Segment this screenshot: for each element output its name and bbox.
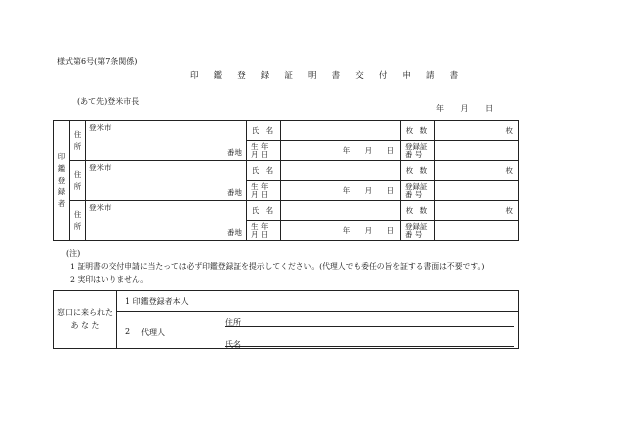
- addressee: (あて先)登米市長: [77, 97, 140, 106]
- address-label: 住 所: [70, 121, 86, 161]
- agent-name-field[interactable]: [225, 346, 514, 347]
- agent-label: 代理人: [141, 328, 165, 337]
- count-label: 枚 数: [401, 121, 435, 141]
- count-field-1[interactable]: 枚: [435, 121, 519, 141]
- count-field-3[interactable]: 枚: [435, 201, 519, 221]
- count-field-2[interactable]: 枚: [435, 161, 519, 181]
- dob-field-2[interactable]: 年 月 日: [281, 181, 401, 201]
- cert-no-label: 登録証 番 号: [401, 141, 435, 161]
- address-field-1[interactable]: 登米市 番地: [86, 121, 247, 161]
- cert-no-field-2[interactable]: [435, 181, 519, 201]
- name-field-3[interactable]: [281, 201, 401, 221]
- dob-field-1[interactable]: 年 月 日: [281, 141, 401, 161]
- cert-no-field-1[interactable]: [435, 141, 519, 161]
- agent-address-label: 住所: [225, 318, 241, 327]
- address-field-3[interactable]: 登米市 番地: [86, 201, 247, 241]
- cert-no-label: 登録証 番 号: [401, 181, 435, 201]
- dob-label: 生 年 月 日: [247, 221, 281, 241]
- registrant-table: [53, 120, 519, 241]
- dob-field-3[interactable]: 年 月 日: [281, 221, 401, 241]
- address-label: 住 所: [70, 201, 86, 241]
- name-label: 氏 名: [247, 201, 281, 221]
- dob-label: 生 年 月 日: [247, 141, 281, 161]
- page-title: 印 鑑 登 録 証 明 書 交 付 申 請 書: [190, 71, 465, 81]
- note-item: 2 実印はいりません。: [70, 275, 149, 284]
- address-label: 住 所: [70, 161, 86, 201]
- applicant-label: 窓口に来られた あ な た: [54, 291, 117, 349]
- name-field-1[interactable]: [281, 121, 401, 141]
- dob-label: 生 年 月 日: [247, 181, 281, 201]
- option-registrant-self[interactable]: 1 印鑑登録者本人: [117, 291, 519, 312]
- option-agent[interactable]: 2 代理人 住所 氏名: [117, 312, 519, 349]
- form-number: 様式第6号(第7条関係): [57, 57, 138, 66]
- agent-name-label: 氏名: [225, 340, 241, 349]
- name-label: 氏 名: [247, 161, 281, 181]
- notes-heading: (注): [66, 249, 81, 258]
- application-date[interactable]: 年 月 日: [436, 104, 494, 113]
- count-label: 枚 数: [401, 161, 435, 181]
- address-field-2[interactable]: 登米市 番地: [86, 161, 247, 201]
- name-field-2[interactable]: [281, 161, 401, 181]
- count-label: 枚 数: [401, 201, 435, 221]
- registrant-label: 印 鑑 登 録 者: [54, 121, 70, 241]
- agent-address-field[interactable]: [225, 326, 514, 327]
- applicant-table: [53, 290, 519, 349]
- name-label: 氏 名: [247, 121, 281, 141]
- cert-no-label: 登録証 番 号: [401, 221, 435, 241]
- cert-no-field-3[interactable]: [435, 221, 519, 241]
- note-item: 1 証明書の交付申請に当たっては必ず印鑑登録証を提示してください。(代理人でも委任の旨を証する書面は不要です。): [70, 262, 485, 271]
